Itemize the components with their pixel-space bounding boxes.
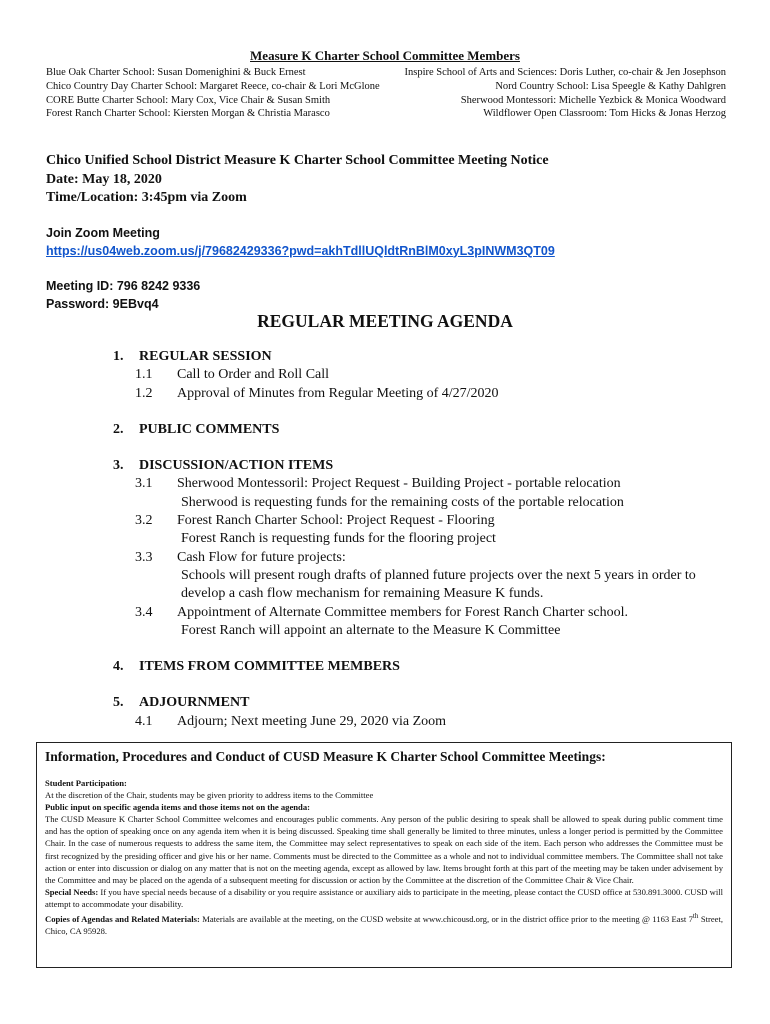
agenda-item (113, 475, 733, 493)
page-title: Measure K Charter School Committee Members (250, 48, 520, 63)
notice-date: Date: May 18, 2020 (46, 171, 162, 187)
item-number: 3.4 (135, 604, 153, 620)
item-number: 3.3 (135, 549, 153, 565)
item-description: Forest Ranch is requesting funds for the flooring project (181, 531, 496, 547)
info-body (45, 777, 723, 937)
notice-time-location: Time/Location: 3:45pm via Zoom (46, 190, 247, 205)
agenda-list (113, 348, 733, 731)
section-title: ADJOURNMENT (139, 695, 250, 711)
student-label: Student Participation: (45, 778, 127, 788)
item-description: develop a cash flow mechanism for remaining Measure K funds. (181, 586, 544, 602)
agenda-item (113, 549, 733, 567)
public-label: Public input on specific agenda items and those items not on the agenda: (45, 802, 310, 813)
meeting-password: Password: 9EBvq4 (46, 296, 159, 311)
item-description: Forest Ranch will appoint an alternate to the Measure K Committee (181, 622, 561, 638)
item-text: Cash Flow for future projects: (177, 549, 346, 565)
item-number: 1.1 (135, 367, 153, 383)
zoom-heading: Join Zoom Meeting (46, 226, 160, 240)
agenda-title: REGULAR MEETING AGENDA (257, 311, 513, 331)
agenda-item (113, 604, 733, 622)
section-number: 3. (113, 458, 124, 474)
member-row (46, 80, 726, 94)
agenda-item (113, 512, 733, 530)
member-left: Forest Ranch Charter School: Kiersten Morgan & Christia Marasco (46, 108, 330, 120)
item-text: Adjourn; Next meeting June 29, 2020 via Zoom (177, 713, 447, 729)
member-row (46, 94, 726, 108)
agenda-section (113, 658, 733, 676)
agenda-item (113, 366, 733, 384)
item-text: Forest Ranch Charter School: Project Request - Flooring (177, 513, 495, 529)
item-description: Schools will present rough drafts of planned future projects over the next 5 years in order to (181, 567, 696, 583)
member-row (46, 66, 726, 80)
needs-label: Special Needs: (45, 886, 99, 897)
item-description: Sherwood is requesting funds for the remaining costs of the portable relocation (181, 494, 624, 510)
section-number: 4. (113, 659, 124, 675)
section-number: 1. (113, 349, 124, 364)
meeting-notice (46, 152, 549, 208)
agenda-section (113, 421, 733, 439)
copies-sup: th (692, 912, 699, 921)
zoom-info (46, 225, 555, 313)
copies-text: Materials are available at the meeting, on the CUSD website at www.chicousd.org, or in the district office prior to the meeting @ 1163 East 7 (199, 913, 693, 924)
copies-label: Copies of Agendas and Related Materials: (45, 913, 200, 924)
member-right: Inspire School of Arts and Sciences: Doris Luther, co-chair & Jen Josephson (404, 67, 726, 78)
item-number: 3.2 (135, 513, 153, 529)
public-text: The CUSD Measure K Charter School Committee welcomes and encourages public comments. Any person of the public desiring to speak shall be allowed to speak during public comment time and has the option of speaking once on any agenda item when it is being discussed. Speaking time shall generally be limited to three minutes, unless a longer period is permitted by the Committee Chair. In the case of numerous requests to address the same item, the Committee may select representatives to speak on each side of the item. Each person who addresses the Committee must be first recognized by the presiding officer and give his or her name. Comments must be directed to the Committee as a whole and not to individual committee members. The Committee shall not take action or enter into discussion or dialog on any matter that is not on the meeting agenda, except as allowed by law. Items brought forth at this part of the meeting may be taken under advisement by the Committee and may be placed on the agenda of a subsequent meeting for discussion or action by the Committee at the discretion of the Committee Chair & Vice Chair. (45, 814, 723, 885)
section-title: PUBLIC COMMENTS (139, 421, 280, 437)
member-right: Wildflower Open Classroom: Tom Hicks & Jonas Herzog (483, 108, 726, 120)
item-number: 3.1 (135, 476, 153, 492)
item-text: Approval of Minutes from Regular Meeting of 4/27/2020 (177, 385, 499, 401)
member-row (46, 107, 726, 121)
student-text: At the discretion of the Chair, students may be given priority to address items to the Committee (45, 790, 374, 801)
member-left: Blue Oak Charter School: Susan Domenighini & Buck Ernest (46, 67, 306, 78)
needs-text: If you have special needs because of a disability or you require assistance or auxiliary aids to participate in the meeting, please contact the CUSD office at 530.891.3000. CUSD will attempt to accommodate your disability. (45, 886, 723, 909)
member-right: Nord Country School: Lisa Speegle & Kathy Dahlgren (495, 80, 726, 92)
member-right: Sherwood Montessori: Michelle Yezbick & Monica Woodward (460, 94, 726, 106)
section-number: 2. (113, 421, 124, 437)
agenda-item (113, 385, 733, 403)
item-text: Call to Order and Roll Call (177, 367, 330, 383)
agenda-item (113, 713, 733, 731)
agenda-section (113, 694, 733, 712)
zoom-link[interactable]: https://us04web.zoom.us/j/79682429336?pwd=akhTdllUQldtRnBlM0xyL3pINWM3QT09 (46, 243, 555, 258)
notice-title: Chico Unified School District Measure K Charter School Committee Meeting Notice (46, 153, 549, 168)
item-text: Appointment of Alternate Committee members for Forest Ranch Charter school. (177, 604, 629, 620)
item-number: 1.2 (135, 385, 153, 401)
info-box (36, 742, 732, 968)
copies-end: Street, Chico, CA 95928. (45, 913, 724, 936)
agenda-section (113, 457, 733, 475)
member-left: CORE Butte Charter School: Mary Cox, Vice Chair & Susan Smith (46, 94, 331, 106)
item-text: Sherwood Montessoril: Project Request - Building Project - portable relocation (177, 476, 621, 492)
item-number: 4.1 (135, 713, 153, 729)
section-title: ITEMS FROM COMMITTEE MEMBERS (139, 659, 400, 675)
meeting-id: Meeting ID: 796 8242 9336 (46, 279, 201, 293)
agenda-section (113, 348, 733, 366)
committee-members (46, 66, 726, 121)
section-title: REGULAR SESSION (139, 349, 272, 364)
info-title: Information, Procedures and Conduct of CUSD Measure K Charter School Committee Meetings: (45, 749, 606, 764)
member-left: Chico Country Day Charter School: Margaret Reece, co-chair & Lori McGlone (46, 80, 380, 92)
section-title: DISCUSSION/ACTION ITEMS (139, 458, 334, 474)
section-number: 5. (113, 695, 124, 711)
